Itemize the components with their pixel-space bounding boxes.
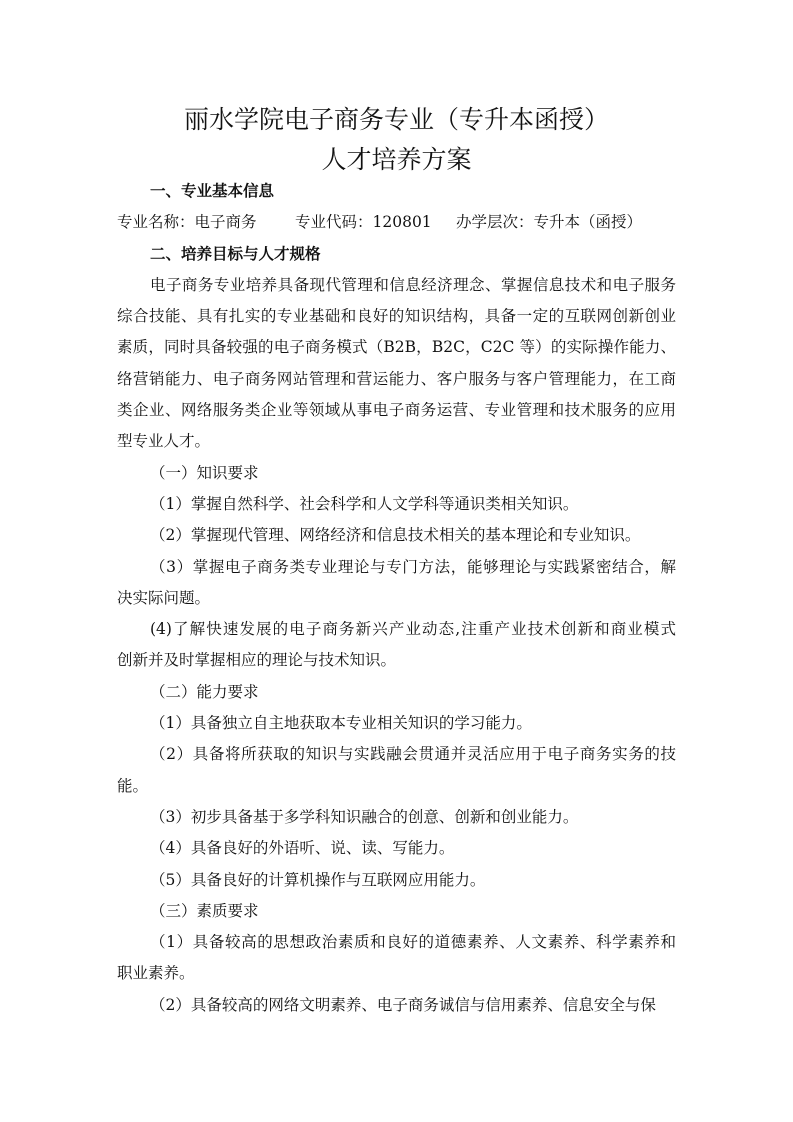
major-code: 专业代码：120801 <box>295 213 432 232</box>
paragraph-line: 决实际问题。 <box>117 588 211 607</box>
paragraph-line: （5）具备良好的计算机操作与互联网应用能力。 <box>150 870 486 889</box>
section-heading-basic-info: 一、专业基本信息 <box>150 182 275 200</box>
paragraph <box>117 677 676 708</box>
paragraph-line: （2）掌握现代管理、网络经济和信息技术相关的基本理论和专业知识。 <box>150 526 641 545</box>
paragraph-line: 创新并及时掌握相应的理论与技术知识。 <box>117 651 397 670</box>
paragraph-line: 型专业人才。 <box>117 432 211 451</box>
paragraph-line: 电子商务专业培养具备现代管理和信息经济理念、掌握信息技术和电子服务 <box>150 275 676 294</box>
paragraph <box>117 270 676 458</box>
paragraph-line: （3）掌握电子商务类专业理论与专门方法，能够理论与实践紧密结合，解 <box>150 557 676 576</box>
paragraph <box>117 552 676 615</box>
paragraph <box>117 520 676 551</box>
paragraph-line: （2）具备将所获取的知识与实践融会贯通并灵活应用于电子商务实务的技 <box>150 745 676 764</box>
paragraph-line: (4)了解快速发展的电子商务新兴产业动态,注重产业技术创新和商业模式 <box>150 620 676 639</box>
document-title: 丽水学院电子商务专业（专升本函授） <box>183 105 609 134</box>
basic-info-line <box>117 207 676 238</box>
paragraph-line: （1）具备独立自主地获取本专业相关知识的学习能力。 <box>150 714 532 733</box>
paragraph-line: 类企业、网络服务类企业等领域从事电子商务运营、专业管理和技术服务的应用 <box>117 401 676 420</box>
major-name: 专业名称：电子商务 <box>117 213 257 232</box>
paragraph-line: 综合技能、具有扎实的专业基础和良好的知识结构，具备一定的互联网创新创业 <box>117 307 676 326</box>
document-subtitle: 人才培养方案 <box>321 145 472 174</box>
paragraph <box>117 896 676 927</box>
paragraph-line: （2）具备较高的网络文明素养、电子商务诚信与信用素养、信息安全与保 <box>150 995 656 1014</box>
paragraph-line: （1）掌握自然科学、社会科学和人文学科等通识类相关知识。 <box>150 494 579 513</box>
paragraph-line: 素质，同时具备较强的电子商务模式（B2B，B2C，C2C 等）的实际操作能力、 <box>117 338 676 357</box>
paragraph-line: （二）能力要求 <box>150 682 259 701</box>
paragraph <box>117 990 676 1021</box>
document-body <box>117 176 676 1021</box>
paragraph-line: （3）初步具备基于多学科知识融合的创意、创新和创业能力。 <box>150 807 579 826</box>
paragraph <box>117 865 676 896</box>
paragraph-line: 络营销能力、电子商务网站管理和营运能力、客户服务与客户管理能力，在工商 <box>117 369 676 388</box>
paragraph-line: （1）具备较高的思想政治素质和良好的道德素养、人文素养、科学素养和 <box>150 933 676 952</box>
education-level: 办学层次：专升本（函授） <box>456 213 643 232</box>
paragraph <box>117 802 676 833</box>
paragraph-line: （4）具备良好的外语听、说、读、写能力。 <box>150 839 455 858</box>
paragraph <box>117 708 676 739</box>
paragraph <box>117 739 676 802</box>
paragraph <box>117 458 676 489</box>
paragraph-line: 职业素养。 <box>117 964 195 983</box>
paragraph <box>117 614 676 677</box>
paragraph <box>117 489 676 520</box>
section-heading-objectives: 二、培养目标与人才规格 <box>150 244 321 263</box>
paragraph <box>117 833 676 864</box>
paragraph <box>117 927 676 990</box>
paragraph-line: （三）素质要求 <box>150 901 259 920</box>
paragraph-line: （一）知识要求 <box>150 463 259 482</box>
paragraph-line: 能。 <box>117 776 149 795</box>
